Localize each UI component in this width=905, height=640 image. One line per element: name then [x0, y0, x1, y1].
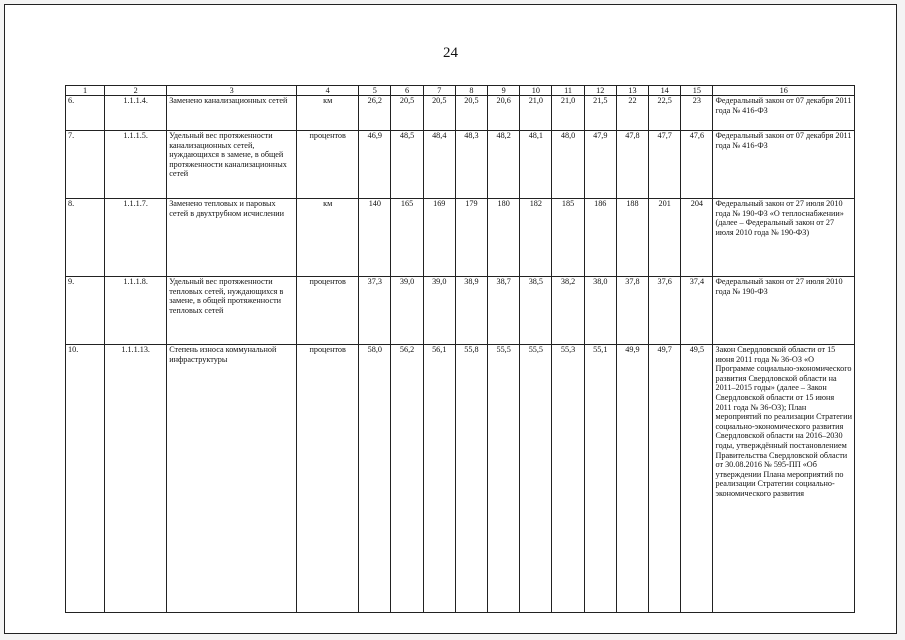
row-code: 1.1.1.7.	[105, 199, 167, 277]
value-cell: 185	[552, 199, 584, 277]
row-number: 8.	[66, 199, 105, 277]
value-cell: 56,2	[391, 345, 423, 613]
value-cell: 55,5	[488, 345, 520, 613]
value-cell: 165	[391, 199, 423, 277]
table-row	[66, 277, 855, 345]
legal-basis: Федеральный закон от 27 июля 2010 года № 190-ФЗ	[713, 277, 855, 345]
value-cell: 180	[488, 199, 520, 277]
column-header: 9	[488, 86, 520, 96]
value-cell: 21,0	[520, 96, 552, 131]
value-cell: 48,3	[455, 131, 487, 199]
indicators-table	[65, 85, 855, 613]
value-cell: 37,8	[616, 277, 648, 345]
value-cell: 48,0	[552, 131, 584, 199]
value-cell: 47,6	[681, 131, 713, 199]
unit: процентов	[297, 277, 359, 345]
page-number: 24	[443, 45, 458, 61]
value-cell: 20,6	[488, 96, 520, 131]
column-header: 14	[649, 86, 681, 96]
column-header: 10	[520, 86, 552, 96]
indicator-name: Удельный вес протяженности тепловых сетей, нуждающихся в замене, в общей протяженности тепловых сетей	[167, 277, 297, 345]
table-row	[66, 131, 855, 199]
value-cell: 37,6	[649, 277, 681, 345]
row-code: 1.1.1.8.	[105, 277, 167, 345]
value-cell: 22	[616, 96, 648, 131]
column-header: 7	[423, 86, 455, 96]
value-cell: 26,2	[359, 96, 391, 131]
value-cell: 37,4	[681, 277, 713, 345]
column-header: 3	[167, 86, 297, 96]
value-cell: 38,9	[455, 277, 487, 345]
value-cell: 20,5	[391, 96, 423, 131]
value-cell: 58,0	[359, 345, 391, 613]
column-header: 4	[297, 86, 359, 96]
value-cell: 55,5	[520, 345, 552, 613]
value-cell: 20,5	[423, 96, 455, 131]
value-cell: 48,2	[488, 131, 520, 199]
value-cell: 39,0	[423, 277, 455, 345]
value-cell: 22,5	[649, 96, 681, 131]
value-cell: 46,9	[359, 131, 391, 199]
value-cell: 49,5	[681, 345, 713, 613]
legal-basis: Федеральный закон от 07 декабря 2011 года № 416-ФЗ	[713, 96, 855, 131]
value-cell: 47,9	[584, 131, 616, 199]
value-cell: 179	[455, 199, 487, 277]
legal-basis: Федеральный закон от 07 декабря 2011 года № 416-ФЗ	[713, 131, 855, 199]
column-header: 13	[616, 86, 648, 96]
row-number: 7.	[66, 131, 105, 199]
value-cell: 37,3	[359, 277, 391, 345]
value-cell: 38,7	[488, 277, 520, 345]
legal-basis: Федеральный закон от 27 июля 2010 года № 190-ФЗ «О теплоснабжении» (далее – Федеральный закон от 27 июля 2010 года № 190-ФЗ)	[713, 199, 855, 277]
legal-basis: Закон Свердловской области от 15 июня 2011 года № 36-ОЗ «О Программе социально-экономического развития Свердловской области на 2011–2015 годы» (далее – Закон Свердловской области от 15 июня 2011 года № 36-ОЗ); План мероприятий по реализации Стратегии социально-экономического развития Свердловской области на 2016–2030 годы, утверждённый постановлением Правительства Свердловской области от 30.08.2016 № 595-ПП «Об утверждении Плана мероприятий по реализации Стратегии социально-экономического развития	[713, 345, 855, 613]
value-cell: 140	[359, 199, 391, 277]
value-cell: 48,5	[391, 131, 423, 199]
value-cell: 201	[649, 199, 681, 277]
value-cell: 23	[681, 96, 713, 131]
table-row	[66, 96, 855, 131]
column-header: 8	[455, 86, 487, 96]
value-cell: 49,9	[616, 345, 648, 613]
column-header: 15	[681, 86, 713, 96]
value-cell: 38,0	[584, 277, 616, 345]
indicator-name: Удельный вес протяженности канализационных сетей, нуждающихся в замене, в общей протяженности канализационных сетей	[167, 131, 297, 199]
value-cell: 55,1	[584, 345, 616, 613]
value-cell: 21,0	[552, 96, 584, 131]
value-cell: 169	[423, 199, 455, 277]
column-header: 6	[391, 86, 423, 96]
row-number: 10.	[66, 345, 105, 613]
value-cell: 55,8	[455, 345, 487, 613]
unit: процентов	[297, 131, 359, 199]
row-number: 9.	[66, 277, 105, 345]
document-page	[4, 4, 897, 634]
column-header: 1	[66, 86, 105, 96]
column-header: 5	[359, 86, 391, 96]
value-cell: 186	[584, 199, 616, 277]
table-row	[66, 199, 855, 277]
column-header: 11	[552, 86, 584, 96]
value-cell: 188	[616, 199, 648, 277]
value-cell: 49,7	[649, 345, 681, 613]
value-cell: 182	[520, 199, 552, 277]
header-row	[66, 86, 855, 96]
value-cell: 47,8	[616, 131, 648, 199]
value-cell: 20,5	[455, 96, 487, 131]
value-cell: 39,0	[391, 277, 423, 345]
indicator-name: Заменено тепловых и паровых сетей в двухтрубном исчислении	[167, 199, 297, 277]
value-cell: 38,5	[520, 277, 552, 345]
row-code: 1.1.1.5.	[105, 131, 167, 199]
value-cell: 21,5	[584, 96, 616, 131]
unit: км	[297, 96, 359, 131]
column-header: 12	[584, 86, 616, 96]
row-number: 6.	[66, 96, 105, 131]
row-code: 1.1.1.13.	[105, 345, 167, 613]
unit: км	[297, 199, 359, 277]
value-cell: 48,1	[520, 131, 552, 199]
unit: процентов	[297, 345, 359, 613]
value-cell: 47,7	[649, 131, 681, 199]
value-cell: 38,2	[552, 277, 584, 345]
value-cell: 55,3	[552, 345, 584, 613]
indicator-name: Заменено канализационных сетей	[167, 96, 297, 131]
column-header: 16	[713, 86, 855, 96]
indicator-name: Степень износа коммунальной инфраструктуры	[167, 345, 297, 613]
value-cell: 204	[681, 199, 713, 277]
table-row	[66, 345, 855, 613]
row-code: 1.1.1.4.	[105, 96, 167, 131]
column-header: 2	[105, 86, 167, 96]
value-cell: 56,1	[423, 345, 455, 613]
value-cell: 48,4	[423, 131, 455, 199]
